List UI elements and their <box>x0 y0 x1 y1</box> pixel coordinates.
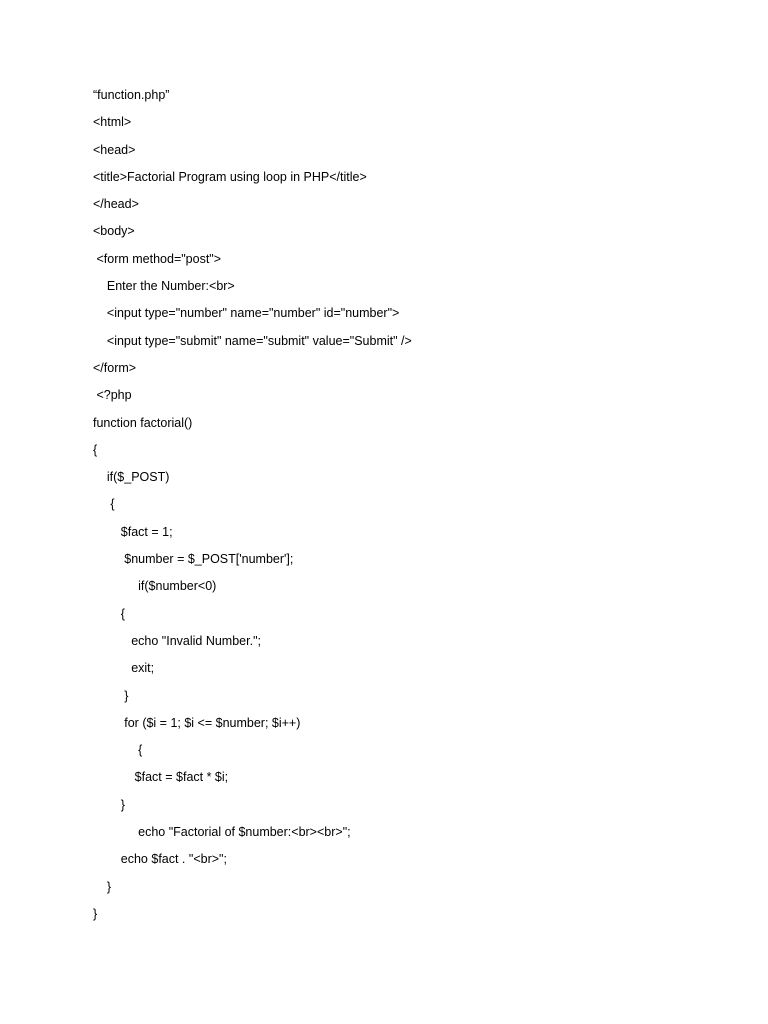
code-line: “function.php” <box>93 88 170 102</box>
code-line: <title>Factorial Program using loop in PHP</title> <box>93 169 367 184</box>
code-line: if($number<0) <box>93 579 217 594</box>
code-line: echo "Factorial of $number:<br><br>"; <box>93 825 351 840</box>
code-line: <html> <box>93 115 132 130</box>
code-line: $fact = 1; <box>93 524 173 539</box>
code-line: </head> <box>93 197 139 212</box>
code-listing <box>93 86 412 932</box>
code-line: } <box>93 797 125 812</box>
code-line: for ($i = 1; $i <= $number; $i++) <box>93 715 301 730</box>
code-line: <input type="submit" name="submit" value="Submit" /> <box>93 333 412 348</box>
code-line: Enter the Number:<br> <box>93 279 235 294</box>
code-line: } <box>93 688 129 703</box>
code-line: { <box>93 497 115 512</box>
code-line: exit; <box>93 661 155 676</box>
code-line: $fact = $fact * $i; <box>93 770 229 785</box>
code-line: } <box>93 906 98 921</box>
code-line: <body> <box>93 224 135 239</box>
code-line: { <box>93 743 143 758</box>
code-line: <?php <box>93 388 132 403</box>
code-line: <form method="post"> <box>93 251 222 266</box>
code-line: <head> <box>93 142 136 157</box>
code-line: { <box>93 606 125 621</box>
code-line: <input type="number" name="number" id="number"> <box>93 306 400 321</box>
code-line: </form> <box>93 360 137 375</box>
code-line: { <box>93 442 98 457</box>
code-line: if($_POST) <box>93 470 170 485</box>
code-line: function factorial() <box>93 415 193 430</box>
code-line: echo "Invalid Number."; <box>93 633 261 648</box>
code-line: } <box>93 879 112 894</box>
code-line: echo $fact . "<br>"; <box>93 852 227 867</box>
code-line: $number = $_POST['number']; <box>93 552 294 567</box>
